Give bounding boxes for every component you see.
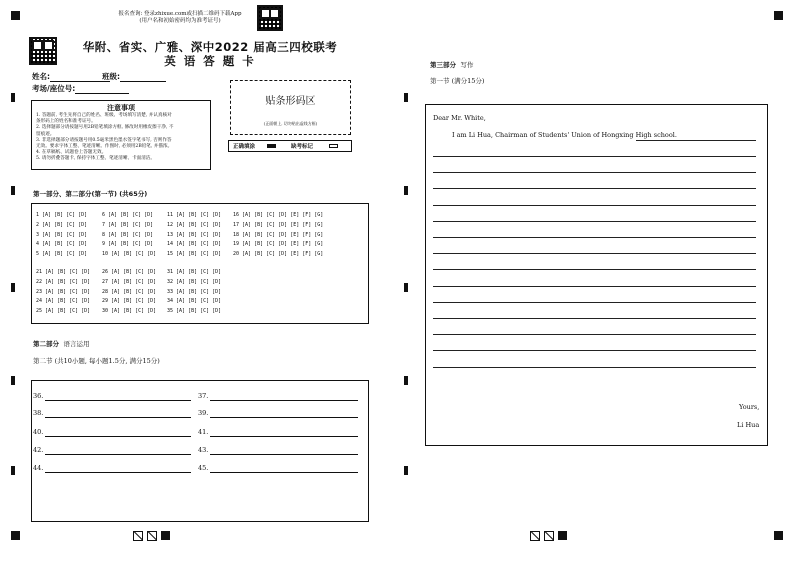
mc-question-number: 27 — [102, 278, 112, 285]
barcode-label: 贴条形码区 — [265, 96, 316, 107]
letter-first-line: I am Li Hua, Chairman of Students' Union of Hongxing High school. — [452, 131, 677, 139]
slash-box-1 — [133, 531, 143, 541]
mc-question-number: 13 — [167, 231, 177, 238]
closing-yours: Yours, — [739, 403, 760, 411]
mc-question-number: 11 — [167, 212, 177, 218]
barcode-area — [230, 80, 351, 135]
mc-options[interactable]: [A] [B] [C] [D] — [176, 288, 222, 295]
mc-options[interactable]: [A] [B] [C] [D] — [42, 251, 88, 258]
mc-question-number: 4 — [36, 241, 43, 248]
mc-question-row[interactable] — [102, 298, 156, 304]
mc-question-number: 19 — [233, 241, 243, 248]
timing-mark — [11, 283, 15, 292]
blank-answer-line[interactable] — [45, 400, 191, 401]
mc-question-row[interactable] — [102, 308, 156, 314]
qr-code-left — [29, 37, 57, 65]
mc-options[interactable]: [A] [B] [C] [D] — [45, 298, 91, 305]
mc-question-row[interactable] — [233, 232, 323, 238]
mc-options[interactable]: [A] [B] [C] [D] — [176, 241, 222, 248]
writing-line[interactable] — [433, 302, 756, 303]
mc-question-row[interactable] — [167, 241, 221, 247]
mc-options[interactable]: [A] [B] [C] [D] — [176, 221, 222, 228]
mc-options[interactable]: [A] [B] [C] [D] — [42, 212, 88, 218]
note-line: 条形码上的姓名和准考证号。 — [36, 119, 96, 125]
mc-options[interactable]: [A] [B] [C] [D] — [45, 308, 91, 315]
mc-question-row[interactable] — [102, 251, 156, 257]
mc-question-row[interactable] — [233, 251, 323, 257]
mc-question-row[interactable] — [102, 241, 153, 247]
writing-line[interactable] — [433, 253, 756, 254]
writing-line[interactable] — [433, 156, 756, 157]
mc-options[interactable]: [A] [B] [C] [D] — [42, 241, 88, 248]
mc-question-number: 9 — [102, 241, 109, 248]
mc-question-number: 24 — [36, 298, 46, 305]
mc-question-number: 10 — [102, 251, 112, 258]
blank-number: 44. — [33, 464, 44, 472]
mc-question-row[interactable] — [167, 222, 221, 228]
mc-question-row[interactable] — [102, 212, 153, 218]
blank-answer-line[interactable] — [210, 417, 358, 418]
mc-question-number: 20 — [233, 251, 243, 258]
mc-options[interactable]: [A] [B] [C] [D] — [111, 251, 157, 258]
mc-question-row[interactable] — [36, 251, 87, 257]
mc-options[interactable]: [A] [B] [C] [D] — [45, 288, 91, 295]
note-line: 4. 在草稿纸、试题卷上答题无效。 — [36, 150, 107, 156]
note-line: 3. 非选择题部分请按题号用0.5毫米黑色墨水签字笔书写, 否则作答 — [36, 137, 172, 143]
barcode-hint: (正面朝上, 切勿贴出虚线方框) — [263, 121, 318, 126]
correct-fill-label: 正确填涂 — [233, 144, 256, 150]
timing-mark — [404, 466, 408, 475]
mc-question-row[interactable] — [167, 289, 221, 295]
mc-question-number: 32 — [167, 278, 177, 285]
mc-question-number: 12 — [167, 221, 177, 228]
mc-question-row[interactable] — [167, 298, 221, 304]
mc-question-row[interactable] — [102, 279, 156, 285]
top-note: 报名查询: 登录zhixue.com或扫描二维码下载App (用户名和初始密码均为准考证号) — [118, 11, 242, 24]
mc-options[interactable]: [A] [B] [C] [D] — [111, 308, 157, 315]
writing-line[interactable] — [433, 269, 756, 270]
blank-number: 40. — [33, 428, 44, 436]
mc-options[interactable]: [A] [B] [C] [D] — [111, 298, 157, 305]
mc-question-number: 25 — [36, 308, 46, 315]
writing-line[interactable] — [433, 221, 756, 222]
mc-question-row[interactable] — [36, 269, 90, 275]
mc-question-row[interactable] — [167, 212, 221, 218]
mc-question-number: 26 — [102, 269, 112, 275]
mc-options[interactable]: [A] [B] [C] [D] [E] [F] [G] — [242, 251, 324, 258]
part2-sub: 第二节 (共10小题, 每小题1.5分, 满分15分) — [33, 357, 160, 365]
mc-options[interactable]: [A] [B] [C] [D] — [45, 269, 91, 275]
mc-options[interactable]: [A] [B] [C] [D] — [108, 241, 154, 248]
note-line: 2. 选择题部分请按题号用2B铅笔填涂方框, 修改时用橡皮擦干净, 不 — [36, 125, 174, 131]
bottom-mark-2 — [558, 531, 567, 540]
part3-sub: 第一节 (满分15分) — [430, 77, 485, 85]
writing-line[interactable] — [433, 188, 756, 189]
exam-seat-field[interactable]: 考场/座位号: — [32, 83, 129, 94]
writing-line[interactable] — [636, 140, 756, 141]
mc-question-row[interactable] — [36, 212, 87, 218]
exam-subtitle: 英 语 答 题 卡 — [164, 54, 256, 68]
mc-question-number: 33 — [167, 288, 177, 295]
timing-mark — [404, 186, 408, 195]
mc-options[interactable]: [A] [B] [C] [D] — [42, 221, 88, 228]
mc-question-row[interactable] — [102, 232, 153, 238]
blank-answer-line[interactable] — [45, 454, 191, 455]
mc-options[interactable]: [A] [B] [C] [D] — [176, 308, 222, 315]
mc-question-number: 3 — [36, 231, 43, 238]
mc-options[interactable]: [A] [B] [C] [D] — [176, 251, 222, 258]
mc-question-row[interactable] — [233, 241, 323, 247]
mc-question-row[interactable] — [36, 298, 90, 304]
timing-mark — [404, 376, 408, 385]
blank-number: 45. — [198, 464, 209, 472]
mc-question-number: 35 — [167, 308, 177, 315]
mc-options[interactable]: [A] [B] [C] [D] — [176, 212, 222, 218]
note-line: 5. 请勿折叠答题卡, 保持字体工整、笔迹清晰、卡面清洁。 — [36, 156, 156, 162]
part1-heading: 第一部分、第二部分(第一节) (共65分) — [33, 190, 148, 198]
mc-question-number: 7 — [102, 221, 109, 228]
mc-question-row[interactable] — [233, 222, 323, 228]
writing-line[interactable] — [433, 367, 756, 368]
closing-name: Li Hua — [737, 421, 760, 429]
class-field[interactable]: 班级: — [102, 71, 166, 82]
mc-options[interactable]: [A] [B] [C] [D] — [111, 269, 157, 275]
blank-answer-line[interactable] — [210, 400, 358, 401]
missing-label: 缺考标记 — [291, 144, 314, 150]
blank-answer-line[interactable] — [210, 454, 358, 455]
blank-number: 37. — [198, 392, 209, 400]
qr-code-top — [257, 5, 283, 31]
mc-options[interactable]: [A] [B] [C] [D] — [176, 269, 222, 275]
mc-question-number: 31 — [167, 269, 177, 275]
writing-line[interactable] — [433, 205, 756, 206]
mc-options[interactable]: [A] [B] [C] [D] — [111, 288, 157, 295]
mc-question-row[interactable] — [36, 289, 90, 295]
mc-question-number: 23 — [36, 288, 46, 295]
mc-question-number: 6 — [102, 212, 109, 218]
slash-box-3 — [530, 531, 540, 541]
corner-mark-bl — [11, 531, 20, 540]
mc-options[interactable]: [A] [B] [C] [D] — [111, 278, 157, 285]
mc-question-number: 15 — [167, 251, 177, 258]
note-line: 无效。要求字体工整、笔迹清晰。作图时, 必须用2B铅笔, 并描浓。 — [36, 144, 173, 150]
mc-options[interactable]: [A] [B] [C] [D] — [108, 231, 154, 238]
notes-box — [31, 100, 211, 170]
mc-question-row[interactable] — [233, 212, 323, 218]
mc-question-number: 5 — [36, 251, 43, 258]
mc-question-row[interactable] — [167, 279, 221, 285]
bottom-mark-1 — [161, 531, 170, 540]
salutation: Dear Mr. White, — [433, 114, 486, 122]
correct-fill-mark — [267, 144, 276, 148]
note-line: 留痕迹。 — [36, 131, 55, 137]
name-field[interactable]: 姓名: — [32, 71, 110, 82]
mc-question-row[interactable] — [102, 222, 153, 228]
mc-question-number: 1 — [36, 212, 43, 218]
mc-question-number: 8 — [102, 231, 109, 238]
corner-mark-br — [774, 531, 783, 540]
mc-question-number: 18 — [233, 231, 243, 238]
mc-question-number: 2 — [36, 221, 43, 228]
mc-question-number: 14 — [167, 241, 177, 248]
mc-question-row[interactable] — [36, 308, 90, 314]
mc-options[interactable]: [A] [B] [C] [D] — [108, 212, 154, 218]
mc-question-row[interactable] — [167, 251, 221, 257]
mc-question-number: 34 — [167, 298, 177, 305]
writing-line[interactable] — [433, 334, 756, 335]
mc-question-row[interactable] — [36, 232, 87, 238]
timing-mark — [404, 93, 408, 102]
mc-options[interactable]: [A] [B] [C] [D] [E] [F] [G] — [242, 231, 324, 238]
mc-question-row[interactable] — [36, 222, 87, 228]
blank-answer-line[interactable] — [45, 417, 191, 418]
mc-question-number: 22 — [36, 278, 46, 285]
exam-title: 华附、省实、广雅、深中2022 届高三四校联考 — [82, 40, 338, 54]
mc-options[interactable]: [A] [B] [C] [D] — [176, 278, 222, 285]
part2-heading: 第二部分 语言运用 — [33, 340, 90, 348]
corner-mark-tr — [774, 11, 783, 20]
fill-example-box — [228, 140, 352, 152]
mc-options[interactable]: [A] [B] [C] [D] — [176, 298, 222, 305]
missing-mark[interactable] — [329, 144, 338, 148]
mc-options[interactable]: [A] [B] [C] [D] — [42, 231, 88, 238]
mc-question-number: 16 — [233, 212, 243, 218]
mc-options[interactable]: [A] [B] [C] [D] [E] [F] [G] — [242, 212, 324, 218]
note-line: 1. 答题前, 考生先将自己的姓名、班级、考场填写清楚, 并认真核对 — [36, 113, 172, 118]
blank-number: 41. — [198, 428, 209, 436]
mc-question-row[interactable] — [36, 241, 87, 247]
part3-heading: 第三部分 写作 — [430, 61, 474, 69]
mc-options[interactable]: [A] [B] [C] [D] [E] [F] [G] — [242, 221, 324, 228]
mc-options[interactable]: [A] [B] [C] [D] [E] [F] [G] — [242, 241, 324, 248]
mc-question-number: 29 — [102, 298, 112, 305]
mc-question-number: 30 — [102, 308, 112, 315]
mc-question-row[interactable] — [102, 269, 156, 275]
timing-mark — [404, 283, 408, 292]
mc-question-row[interactable] — [36, 279, 90, 285]
corner-mark-tl — [11, 11, 20, 20]
mc-options[interactable]: [A] [B] [C] [D] — [108, 221, 154, 228]
blank-number: 38. — [33, 409, 44, 417]
blank-answer-line[interactable] — [45, 472, 191, 473]
blank-answer-line[interactable] — [210, 472, 358, 473]
notes-title: 注意事项 — [107, 104, 135, 112]
writing-line[interactable] — [433, 350, 756, 351]
mc-question-number: 28 — [102, 288, 112, 295]
mc-question-row[interactable] — [167, 232, 221, 238]
mc-question-row[interactable] — [167, 308, 221, 314]
blank-number: 39. — [198, 409, 209, 417]
mc-question-number: 21 — [36, 269, 46, 275]
writing-line[interactable] — [433, 286, 756, 287]
timing-mark — [11, 376, 15, 385]
blank-number: 43. — [198, 446, 209, 454]
timing-mark — [11, 186, 15, 195]
mc-question-row[interactable] — [102, 289, 156, 295]
mc-options[interactable]: [A] [B] [C] [D] — [45, 278, 91, 285]
blank-number: 36. — [33, 392, 44, 400]
mc-question-number: 17 — [233, 221, 243, 228]
blank-answer-line[interactable] — [45, 436, 191, 437]
blank-number: 42. — [33, 446, 44, 454]
writing-line[interactable] — [433, 237, 756, 238]
mc-options[interactable]: [A] [B] [C] [D] — [176, 231, 222, 238]
writing-line[interactable] — [433, 172, 756, 173]
timing-mark — [11, 466, 15, 475]
mc-question-row[interactable] — [167, 269, 221, 275]
blank-answer-line[interactable] — [210, 436, 358, 437]
writing-line[interactable] — [433, 318, 756, 319]
timing-mark — [11, 93, 15, 102]
slash-box-2 — [147, 531, 157, 541]
slash-box-4 — [544, 531, 554, 541]
